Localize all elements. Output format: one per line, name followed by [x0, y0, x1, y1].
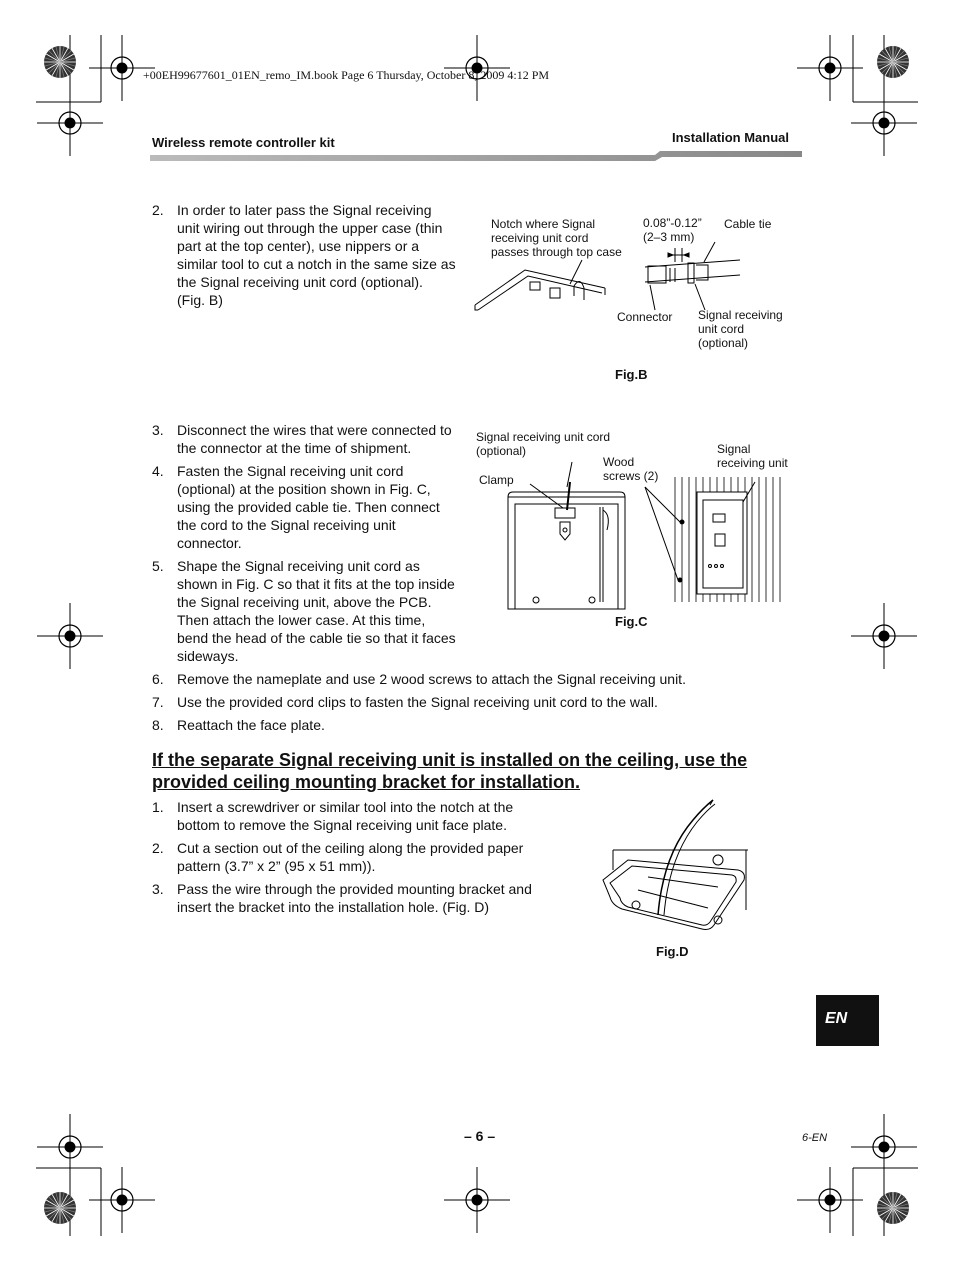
steps-3-5 — [152, 421, 472, 664]
crosshair-mark — [89, 1167, 155, 1233]
step-line: unit wiring out through the upper case (thin — [177, 220, 443, 236]
language-tab: EN — [816, 995, 879, 1046]
crosshair-mark — [797, 35, 863, 101]
fig-b-cord-label: Signal receiving unit cord (optional) — [698, 308, 783, 350]
fig-d-caption: Fig.D — [656, 944, 689, 959]
crosshair-mark — [851, 603, 917, 669]
fig-d-drawing — [598, 795, 758, 945]
fig-b-gap-label: 0.08”-0.12” (2–3 mm) — [643, 216, 702, 244]
step-7: 7. Use the provided cord clips to fasten the Signal receiving unit cord to the wall. — [152, 694, 658, 710]
fig-b-notch-label: Notch where Signal receiving unit cord passes through top case — [491, 217, 622, 259]
crosshair-mark — [797, 1167, 863, 1233]
fig-b-cable-tie-label: Cable tie — [724, 217, 772, 231]
fig-b-drawing — [470, 230, 800, 350]
step-line: (Fig. B) — [177, 292, 223, 308]
rosette-mark — [877, 46, 909, 78]
step-5: 5. Shape the Signal receiving unit cord as shown in Fig. C so that it fits at the top inside the Signal receiving unit, above the PCB. Then attach the lower case. At this time, bend the head of the cable tie so that it faces sideways. — [152, 558, 456, 664]
step-2: 2. In order to later pass the Signal receiving unit wiring out through the upper case (thin part at the top center), use nippers or a similar tool to cut a notch in the same size as the Signal receiving unit cord (optional). (Fig. B) — [152, 202, 456, 308]
fig-c-drawing — [475, 462, 805, 612]
rosette-mark — [44, 46, 76, 78]
ceiling-step-3: 3. Pass the wire through the provided mounting bracket and insert the bracket into the installation hole. (Fig. D) — [152, 881, 532, 915]
rosette-mark — [44, 1192, 76, 1224]
ceiling-step-2: 2. Cut a section out of the ceiling along the provided paper pattern (3.7” x 2” (95 x 51 mm)). — [152, 840, 524, 874]
rosette-mark — [877, 1192, 909, 1224]
fig-b-caption: Fig.B — [615, 367, 648, 382]
step-6: 6. Remove the nameplate and use 2 wood screws to attach the Signal receiving unit. — [152, 671, 686, 687]
fig-c-clamp-label: Clamp — [479, 473, 514, 487]
ceiling-step-1: 1. Insert a screwdriver or similar tool into the notch at the bottom to remove the Signal receiving unit face plate. — [152, 799, 514, 833]
step-line: the Signal receiving unit cord (optional). — [177, 274, 423, 290]
header-title: Wireless remote controller kit — [152, 135, 335, 150]
step-line: similar tool to cut a notch in the same size as — [177, 256, 456, 272]
crosshair-mark — [444, 1167, 510, 1233]
step-3: 3. Disconnect the wires that were connected to the connector at the time of shipment. — [152, 422, 452, 456]
header-bar — [150, 151, 802, 161]
section-heading: If the separate Signal receiving unit is installed on the ceiling, use the provided ceiling mounting bracket for installation. — [152, 750, 748, 792]
page-number: – 6 – — [464, 1128, 496, 1144]
crosshair-mark — [37, 603, 103, 669]
fig-c-caption: Fig.C — [615, 614, 648, 629]
fig-c-cord-label: Signal receiving unit cord (optional) — [476, 430, 611, 458]
step-line: part at the top center), use nippers or a — [177, 238, 420, 254]
book-info: +00EH99677601_01EN_remo_IM.book Page 6 Thursday, October 8, 2009 4:12 PM — [143, 68, 550, 82]
crosshair-mark — [37, 90, 103, 156]
crosshair-mark — [851, 90, 917, 156]
crosshair-mark — [37, 1114, 103, 1180]
step-4: 4. Fasten the Signal receiving unit cord (optional) at the position shown in Fig. C, using the provided cable tie. Then connect the cord to the Signal receiving unit connector. — [152, 463, 440, 551]
ceiling-steps — [152, 798, 552, 923]
crosshair-mark — [851, 1114, 917, 1180]
page-code: 6-EN — [802, 1132, 828, 1144]
step-8: 8. Reattach the face plate. — [152, 717, 325, 733]
header-manual: Installation Manual — [672, 130, 790, 145]
fig-b-connector-label: Connector — [617, 310, 673, 324]
fig-c-unit-label: Signal receiving unit — [717, 442, 788, 470]
fig-c-screws-label: Wood screws (2) — [603, 455, 659, 483]
step-line: In order to later pass the Signal receiving — [177, 202, 432, 218]
